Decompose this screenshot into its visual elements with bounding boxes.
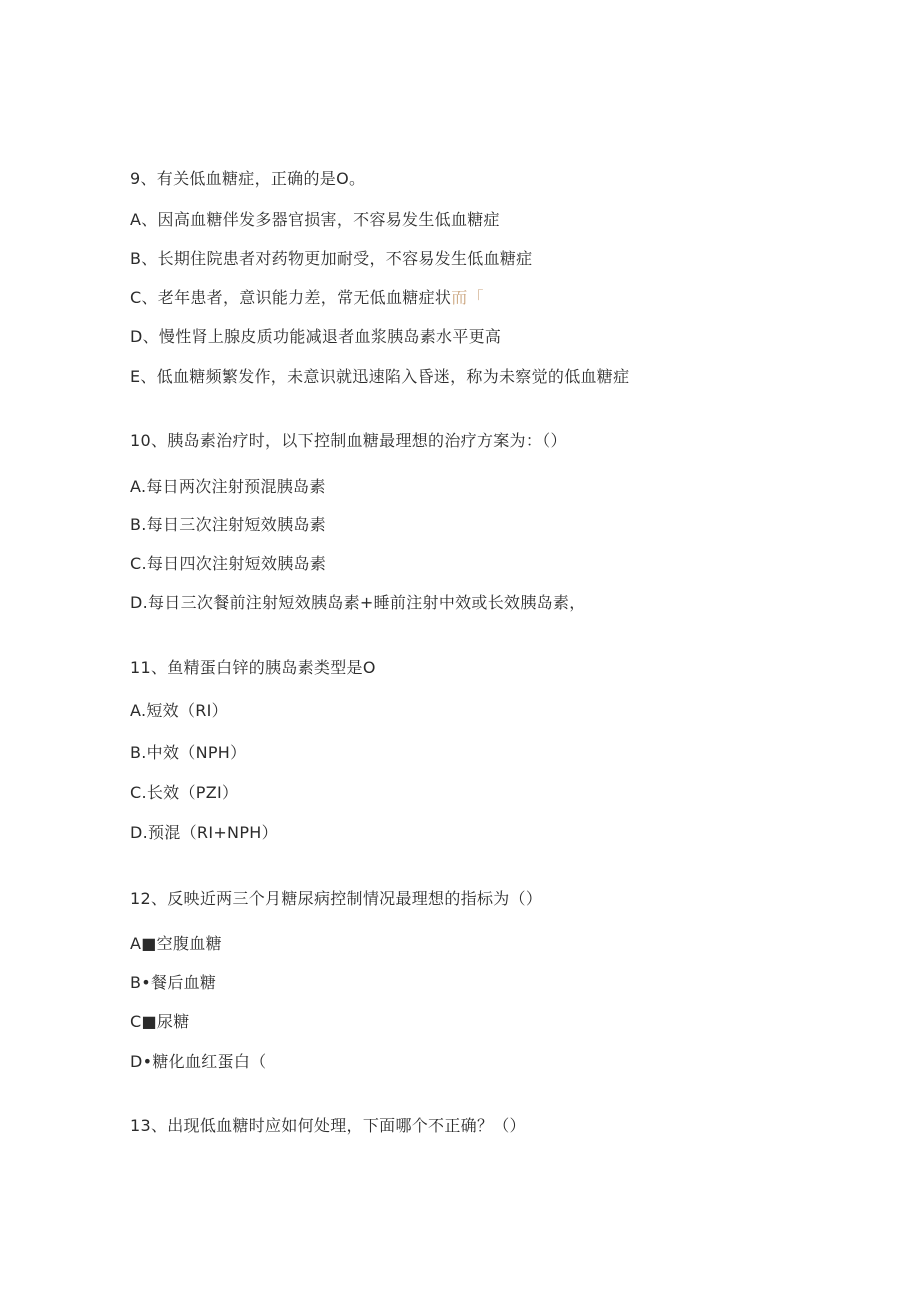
question-12-option-c: C■尿糖: [130, 1012, 190, 1031]
question-12-stem: 12、反映近两三个月糖尿病控制情况最理想的指标为（）: [130, 889, 543, 908]
question-9-option-d: D、慢性肾上腺皮质功能减退者血浆胰岛素水平更高: [130, 327, 502, 346]
question-9-option-c: [130, 287, 484, 309]
question-10-stem: 10、胰岛素治疗时，以下控制血糖最理想的治疗方案为：（）: [130, 431, 567, 450]
question-9-option-b: B、长期住院患者对药物更加耐受，不容易发生低血糖症: [130, 249, 533, 268]
question-9-option-a: A、因高血糖伴发多器官损害，不容易发生低血糖症: [130, 210, 500, 229]
question-10-option-b: B.每日三次注射短效胰岛素: [130, 515, 326, 534]
question-11-option-b: B.中效（NPH）: [130, 743, 247, 762]
question-11-stem: 11、鱼精蛋白锌的胰岛素类型是O: [130, 658, 376, 677]
question-9-option-c-text: C、老年患者，意识能力差，常无低血糖症状: [130, 288, 452, 307]
question-11-option-a: A.短效（RI）: [130, 701, 228, 720]
question-10-option-a: A.每日两次注射预混胰岛素: [130, 477, 326, 496]
question-12-option-a: A■空腹血糖: [130, 934, 222, 953]
question-12-option-d: D•糖化血红蛋白（: [130, 1052, 267, 1071]
question-11-option-d: D.预混（RI+NPH）: [130, 823, 278, 842]
question-10-option-d: D.每日三次餐前注射短效胰岛素+睡前注射中效或长效胰岛素，: [130, 593, 586, 612]
question-12-option-b: B•餐后血糖: [130, 973, 217, 992]
question-10-option-c: C.每日四次注射短效胰岛素: [130, 554, 327, 573]
question-9-stem: 9、有关低血糖症，正确的是O。: [130, 169, 366, 188]
question-13-stem: 13、出现低血糖时应如何处理，下面哪个不正确？（）: [130, 1116, 526, 1135]
question-9-option-e: E、低血糖频繁发作，未意识就迅速陷入昏迷，称为未察觉的低血糖症: [130, 367, 630, 386]
question-9-option-c-tail: 而「: [451, 288, 484, 307]
question-11-option-c: C.长效（PZI）: [130, 783, 239, 802]
